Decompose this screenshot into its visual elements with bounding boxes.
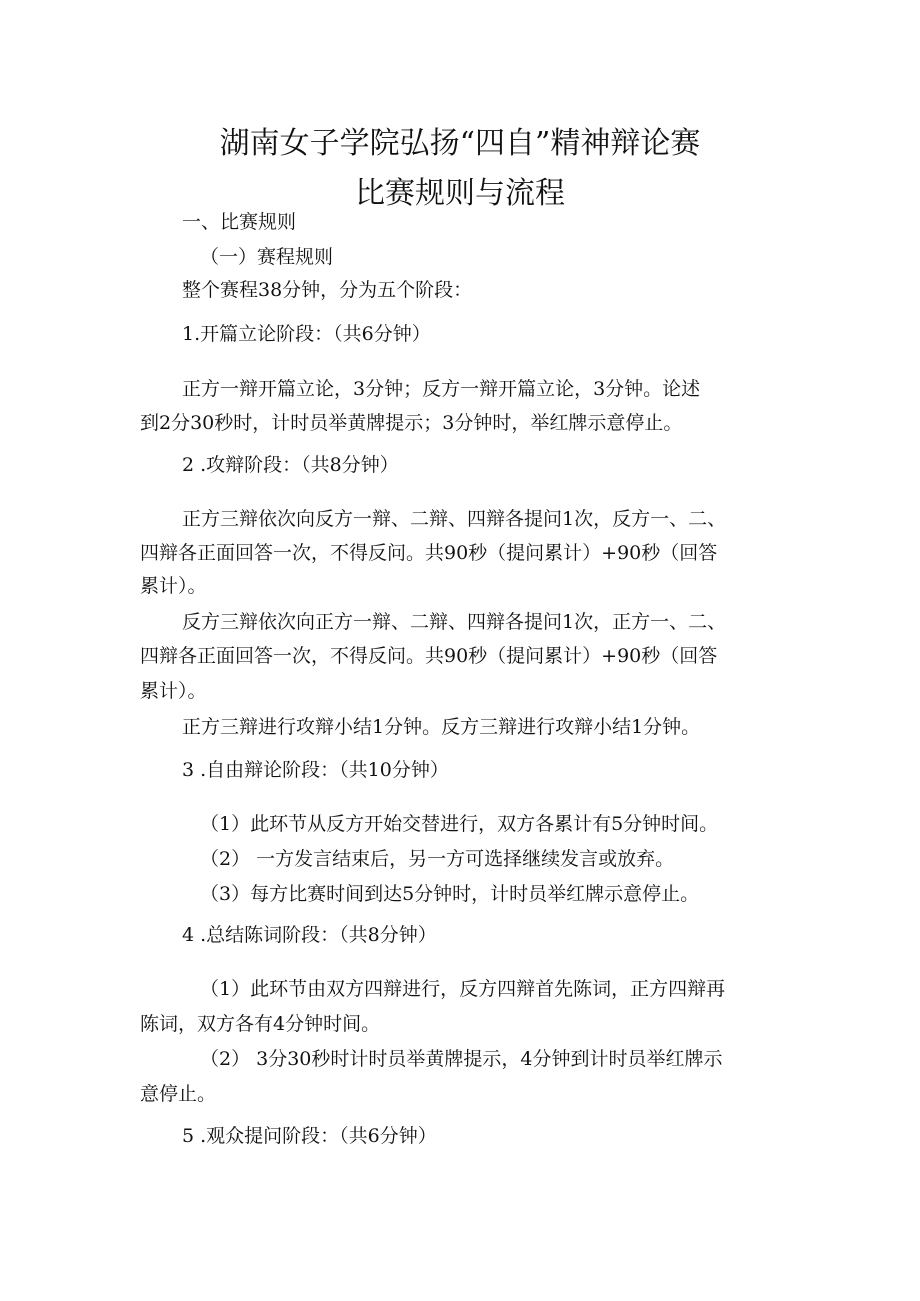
subsection1-heading: （一）赛程规则 (200, 246, 334, 268)
section1-heading: 一、比赛规则 (182, 211, 297, 233)
stage3-item1: （1）此环节从反方开始交替进行，双方各累计有5分钟时间。 (200, 813, 719, 835)
stage4-item2-line1: （2） 3分30秒时计时员举黄牌提示，4分钟到计时员举红牌示 (200, 1048, 723, 1070)
stage2-paragraph1-line1: 正方三辩依次向反方一辩、二辩、四辩各提问1次，反方一、二、 (182, 508, 727, 530)
stage2-heading: 2 .攻辩阶段：（共8分钟） (182, 454, 399, 476)
stage4-item1-line2: 陈词，双方各有4分钟时间。 (140, 1013, 381, 1035)
stage2-paragraph2-line1: 反方三辩依次向正方一辩、二辩、四辩各提问1次，正方一、二、 (182, 611, 727, 633)
document-title-line1: 湖南女子学院弘扬“四自”精神辩论赛 (219, 126, 701, 161)
stage5-heading: 5 .观众提问阶段：（共6分钟） (182, 1125, 437, 1147)
document-title-line2: 比赛规则与流程 (355, 176, 565, 211)
stage4-item1-line1: （1）此环节由双方四辩进行，反方四辩首先陈词，正方四辩再 (200, 978, 726, 1000)
stage1-heading: 1.开篇立论阶段：（共6分钟） (182, 323, 431, 345)
stage1-paragraph-line1: 正方一辩开篇立论，3分钟；反方一辩开篇立论，3分钟。论述 (182, 378, 701, 400)
stage2-paragraph3: 正方三辩进行攻辩小结1分钟。反方三辩进行攻辩小结1分钟。 (182, 716, 701, 738)
stage4-heading: 4 .总结陈词阶段：（共8分钟） (182, 924, 437, 946)
stage2-paragraph2-line3: 累计）。 (140, 680, 207, 702)
stage1-paragraph-line2: 到2分30秒时，计时员举黄牌提示；3分钟时，举红牌示意停止。 (140, 412, 683, 434)
stage3-item2: （2） 一方发言结束后，另一方可选择继续发言或放弃。 (200, 848, 675, 870)
stage3-heading: 3 .自由辩论阶段：（共10分钟） (182, 759, 449, 781)
stage2-paragraph2-line2: 四辩各正面回答一次，不得反问。共90秒（提问累计）+90秒（回答 (140, 645, 718, 667)
stage2-paragraph1-line3: 累计）。 (140, 575, 207, 597)
stage4-item2-line2: 意停止。 (140, 1083, 217, 1105)
stage2-paragraph1-line2: 四辩各正面回答一次，不得反问。共90秒（提问累计）+90秒（回答 (140, 542, 718, 564)
stage3-item3: （3）每方比赛时间到达5分钟时，计时员举红牌示意停止。 (200, 883, 700, 905)
schedule-intro: 整个赛程38分钟，分为五个阶段： (182, 279, 473, 301)
